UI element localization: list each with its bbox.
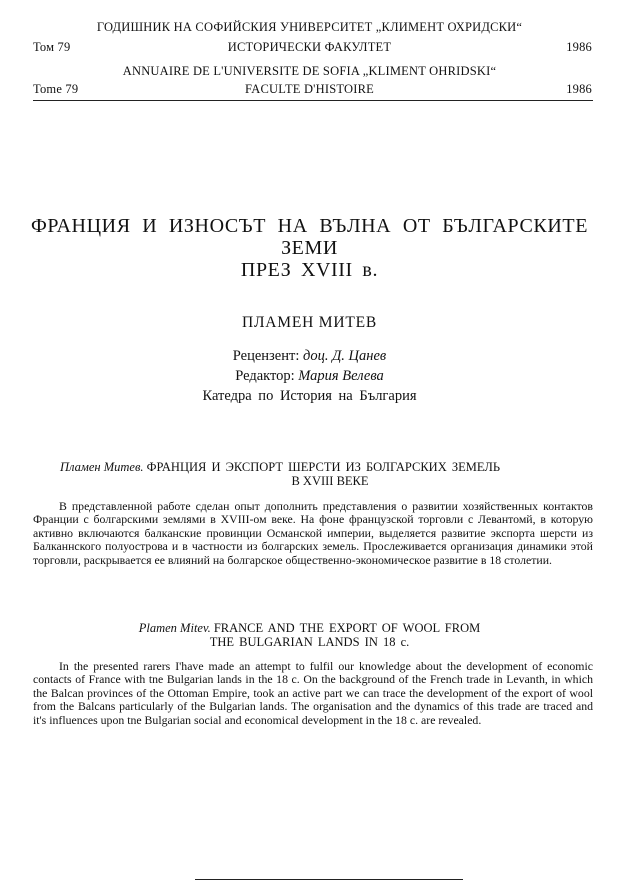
editor-label: Редактор: (235, 368, 295, 384)
header-fr-year: 1986 (566, 82, 592, 96)
footnote-divider (195, 879, 463, 880)
abstract-ru-heading-line1 (60, 460, 580, 474)
editor-name: Мария Велева (298, 368, 384, 384)
abstract-ru-title-line2: В XVIII ВЕКЕ (291, 474, 369, 488)
article-title-line2: ЗЕМИ (281, 237, 338, 259)
editor-line (0, 366, 619, 386)
abstract-ru-heading (60, 460, 580, 488)
reviewer-name: доц. Д. Цанев (302, 348, 387, 364)
abstract-ru-text: В представленной работе сделан опыт дополнить представления о развитии хозяйственных контактов Франции с болгарскими землями в XVIII-ом веке. На фоне французской торговли с Левантомй, в которую активно включаются балканские провинции Османской империи, выделяется развитие экспорта шерсти из Балканнского полуострова и в частности из болгарских земель. Прослеживается организация динамики этой торговли, раскрывается ее влияний на болгарское общественно-экономическое развитие в 18 столетии. (33, 499, 593, 567)
abstract-en-heading-line1 (0, 621, 619, 635)
header-bg-faculty: ИСТОРИЧЕСКИ ФАКУЛТЕТ (227, 40, 392, 54)
abstract-en-text: In the presented rarers I'have made an attempt to fulfil our knowledge about the development of economic contacts of France with tne Bulgarian lands in the 18 c. On the background of the French trade in Levanth, in which the Balcan provinces of the Ottoman Empire, took an active part we can trace the development of the export of wool from the Balcans particularly of the Bulgarian lands. The organisation and the dynamics of this trade are traced and it's influences upon tne Bulgarian social and economical development in the 18 c. are revealed. (33, 659, 593, 727)
article-meta (0, 346, 619, 406)
reviewer-label: Рецензент: (232, 348, 300, 364)
header-fr-title: ANNUAIRE DE L'UNIVERSITE DE SOFIA „KLIMENT OHRIDSKI“ (122, 64, 497, 78)
abstract-en-heading (0, 621, 619, 649)
header-bg-volume: Том 79 (33, 40, 71, 54)
article-title-line3: ПРЕЗ XVIII в. (240, 259, 379, 281)
reviewer-line (0, 346, 619, 366)
article-title (0, 215, 619, 281)
abstract-ru-title-line1: ФРАНЦИЯ И ЭКСПОРТ ШЕРСТИ ИЗ БОЛГАРСКИХ ЗЕМЕЛЬ (146, 460, 500, 474)
header-bg-year: 1986 (566, 40, 592, 54)
header-fr-faculty: FACULTE D'HISTOIRE (245, 82, 374, 96)
abstract-ru-author: Пламен Митев. (60, 460, 144, 474)
article-author: ПЛАМЕН МИТЕВ (241, 314, 378, 331)
abstract-en-title-line2: THE BULGARIAN LANDS IN 18 c. (209, 635, 410, 649)
abstract-en-author: Plamen Mitev. (138, 621, 211, 635)
header-fr-volume: Tome 79 (33, 82, 79, 96)
abstract-en-title-line1: FRANCE AND THE EXPORT OF WOOL FROM (213, 621, 481, 635)
header-divider (33, 100, 593, 101)
article-title-line1: ФРАНЦИЯ И ИЗНОСЪТ НА ВЪЛНА ОТ БЪЛГАРСКИТЕ (30, 215, 589, 237)
header-bg-title: ГОДИШНИК НА СОФИЙСКИЯ УНИВЕРСИТЕТ „КЛИМЕНТ ОХРИДСКИ“ (96, 20, 523, 34)
department-line: Катедра по История на България (202, 388, 417, 404)
